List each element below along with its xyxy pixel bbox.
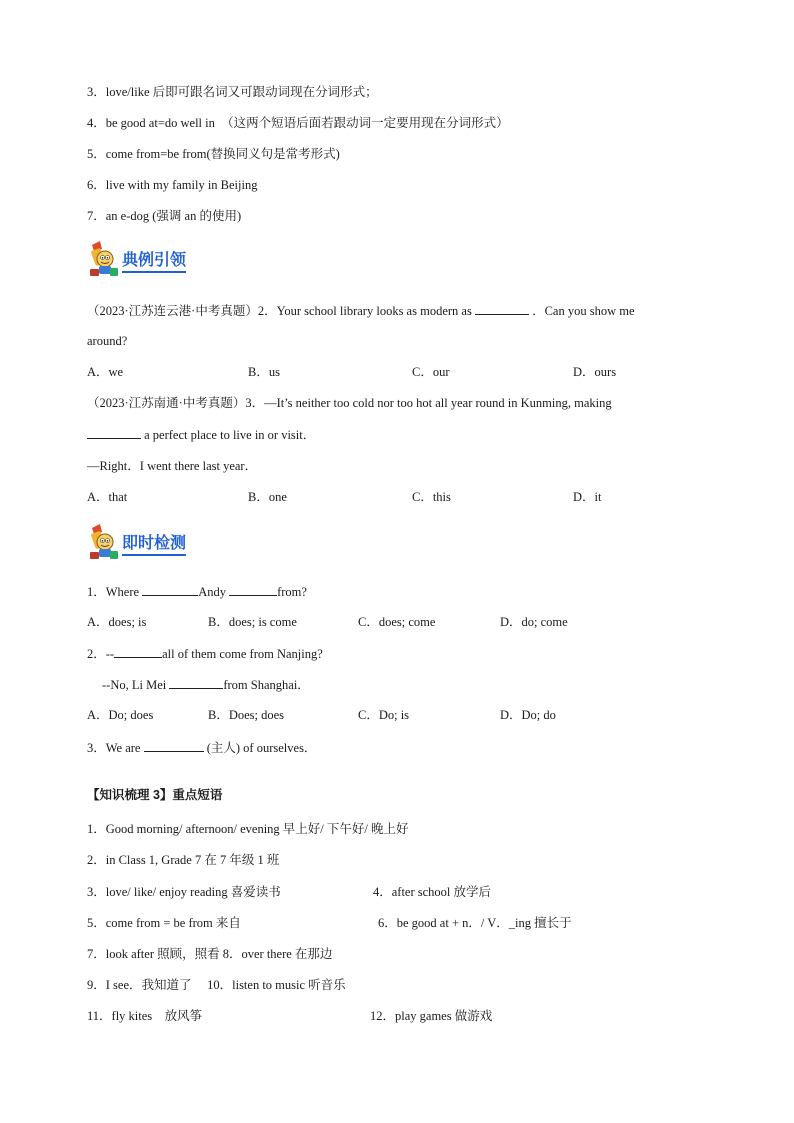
knowledge-heading: 【知识梳理 3】重点短语 (87, 788, 223, 802)
phrase-item: 3．love/ like/ enjoy reading 喜爱读书 (87, 885, 281, 899)
option-d[interactable]: D．Do; do (500, 708, 556, 722)
question-text: 1．Where (87, 585, 140, 599)
phrase-item: 7．look after 照顾，照看 8．over there 在那边 (87, 947, 333, 961)
note-line: 4．be good at=do well in （这两个短语后面若跟动词一定要用现在分词形式） (87, 116, 509, 130)
option-d[interactable]: D．it (573, 490, 602, 504)
option-c[interactable]: C．this (412, 490, 451, 504)
note-line: 5．come from=be from(替换同义句是常考形式) (87, 147, 340, 161)
question-text: 3．We are (87, 741, 141, 755)
phrase-item: 6．be good at + n．/ V．_ing 擅长于 (378, 916, 572, 930)
phrase-item: 11．fly kites 放风筝 (87, 1009, 203, 1023)
question-3-text: a perfect place to live in or visit． (144, 428, 316, 442)
check-question-1 (87, 583, 307, 600)
check-question-2-line-1 (87, 645, 323, 662)
option-a[interactable]: A．that (87, 490, 128, 504)
question-text: (主人) of ourselves． (206, 741, 317, 755)
section-title: 典例引领 (122, 251, 186, 273)
question-text: Andy (198, 585, 226, 599)
option-b[interactable]: B．one (248, 490, 287, 504)
option-d[interactable]: D．ours (573, 365, 617, 379)
pencil-mascot-icon (86, 524, 120, 560)
question-2-line-1 (87, 302, 635, 319)
check-question-2-line-2 (102, 676, 310, 693)
option-b[interactable]: B．does; is come (208, 615, 297, 629)
question-2-text: ．Can you show me (532, 304, 635, 318)
note-line: 6．live with my family in Beijing (87, 178, 258, 192)
section-header-examples (86, 241, 226, 277)
answer-blank[interactable] (169, 676, 223, 689)
option-b[interactable]: B．us (248, 365, 280, 379)
phrase-item: 5．come from = be from 来自 (87, 916, 241, 930)
answer-blank[interactable] (87, 426, 141, 439)
answer-blank[interactable] (229, 583, 277, 596)
question-3-line-3: —Right．I went there last year． (87, 459, 258, 473)
question-2-text: （2023·江苏连云港·中考真题）2．Your school library looks as modern as (87, 304, 472, 318)
pencil-mascot-icon (86, 241, 120, 277)
question-2-line-2: around? (87, 334, 128, 348)
answer-blank[interactable] (475, 302, 529, 315)
question-text: 2．-- (87, 647, 115, 661)
option-a[interactable]: A．we (87, 365, 124, 379)
answer-blank[interactable] (114, 645, 162, 658)
section-title: 即时检测 (122, 534, 186, 556)
question-text: all of them come from Nanjing? (162, 647, 323, 661)
option-b[interactable]: B．Does; does (208, 708, 285, 722)
answer-blank[interactable] (142, 583, 198, 596)
option-a[interactable]: A．does; is (87, 615, 147, 629)
option-c[interactable]: C．our (412, 365, 450, 379)
question-text: --No, Li Mei (102, 678, 167, 692)
phrase-item: 2．in Class 1, Grade 7 在 7 年级 1 班 (87, 853, 280, 867)
question-text: from Shanghai． (223, 678, 310, 692)
phrase-item: 1．Good morning/ afternoon/ evening 早上好/ 下午好/ 晚上好 (87, 822, 409, 836)
option-c[interactable]: C．Do; is (358, 708, 410, 722)
option-d[interactable]: D．do; come (500, 615, 568, 629)
option-a[interactable]: A．Do; does (87, 708, 154, 722)
note-line: 3．love/like 后即可跟名词又可跟动词现在分词形式； (87, 85, 378, 99)
phrase-item: 12．play games 做游戏 (370, 1009, 493, 1023)
phrase-item: 9．I see．我知道了 10．listen to music 听音乐 (87, 978, 346, 992)
note-line: 7．an e-dog (强调 an 的使用) (87, 209, 242, 223)
phrase-item: 4．after school 放学后 (373, 885, 492, 899)
question-3-line-1: （2023·江苏南通·中考真题）3．—It’s neither too cold nor too hot all year round in Kunming, making (87, 396, 612, 410)
option-c[interactable]: C．does; come (358, 615, 436, 629)
question-text: from? (277, 585, 307, 599)
question-3-line-2 (87, 426, 315, 443)
check-question-3 (87, 739, 316, 756)
answer-blank[interactable] (144, 739, 204, 752)
section-header-quick-check (86, 524, 226, 560)
